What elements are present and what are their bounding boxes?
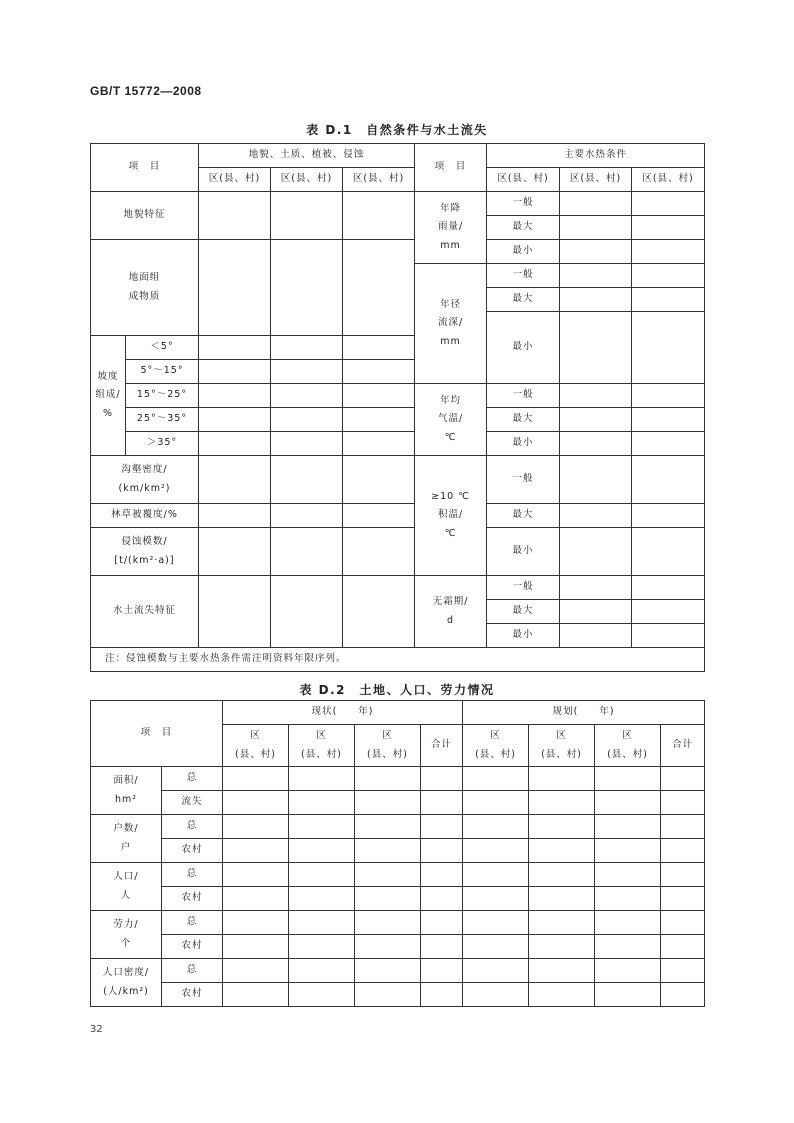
t1-level-max: 最大 xyxy=(487,216,560,240)
t2-cell xyxy=(289,791,355,815)
t2-cell xyxy=(529,863,595,887)
t2-cell xyxy=(355,767,421,791)
t1-cell xyxy=(199,192,271,240)
t2-cell xyxy=(355,887,421,911)
t1-header-item-right: 项 目 xyxy=(415,144,487,192)
t2-cell xyxy=(595,791,661,815)
table2-land-population-labor xyxy=(90,700,705,1007)
t2-row-sublabel: 总 xyxy=(162,767,223,791)
t1-subcol: 区(县、村) xyxy=(487,168,560,192)
t2-cell xyxy=(355,815,421,839)
t2-cell xyxy=(661,983,705,1007)
t2-cell xyxy=(661,959,705,983)
t2-subcol: 区 (县、村) xyxy=(355,725,421,767)
t1-cell xyxy=(560,432,632,456)
t2-cell xyxy=(529,839,595,863)
t1-cell xyxy=(199,456,271,504)
t1-cell xyxy=(343,408,415,432)
t1-header-group-left: 地貌、土质、植被、侵蚀 xyxy=(199,144,415,168)
t2-subcol: 区 (县、村) xyxy=(529,725,595,767)
t2-subcol: 区 (县、村) xyxy=(223,725,289,767)
t2-row-sublabel: 农村 xyxy=(162,887,223,911)
t2-cell xyxy=(223,911,289,935)
t2-cell xyxy=(421,887,463,911)
t1-cell xyxy=(632,504,705,528)
t2-row xyxy=(91,839,705,863)
t2-cell xyxy=(661,791,705,815)
t2-cell xyxy=(223,767,289,791)
t1-level-min: 最小 xyxy=(487,432,560,456)
t2-cell xyxy=(223,959,289,983)
t1-level-max: 最大 xyxy=(487,504,560,528)
t1-cell xyxy=(271,360,343,384)
t2-cell xyxy=(289,887,355,911)
t1-cell xyxy=(343,336,415,360)
t2-cell xyxy=(661,887,705,911)
t2-cell xyxy=(463,935,529,959)
t1-header-item-left: 项 目 xyxy=(91,144,199,192)
t1-level-min: 最小 xyxy=(487,240,560,264)
t1-cell xyxy=(199,360,271,384)
t2-cell xyxy=(661,815,705,839)
t2-row-label: 劳力/ 个 xyxy=(91,911,162,959)
t2-cell xyxy=(463,791,529,815)
t2-cell xyxy=(421,983,463,1007)
t2-cell xyxy=(463,911,529,935)
t2-row-sublabel: 农村 xyxy=(162,983,223,1007)
t1-level-max: 最大 xyxy=(487,288,560,312)
t2-row xyxy=(91,767,705,791)
t1-cell xyxy=(560,504,632,528)
table1-natural-conditions xyxy=(90,143,705,672)
t2-cell xyxy=(529,767,595,791)
t2-row xyxy=(91,887,705,911)
t1-cell xyxy=(632,408,705,432)
t1-cell xyxy=(199,240,271,336)
t2-cell xyxy=(355,863,421,887)
t1-cell xyxy=(343,360,415,384)
t1-cell xyxy=(632,192,705,216)
t1-cell xyxy=(560,240,632,264)
t2-cell xyxy=(355,839,421,863)
t2-cell xyxy=(595,839,661,863)
t1-level-general: 一般 xyxy=(487,384,560,408)
t1-cell xyxy=(199,432,271,456)
t1-cell xyxy=(271,192,343,240)
t2-cell xyxy=(355,959,421,983)
t1-cell xyxy=(632,528,705,576)
t2-row-sublabel: 流失 xyxy=(162,791,223,815)
t1-row-landform: 地貌特征 xyxy=(91,192,199,240)
t2-cell xyxy=(463,839,529,863)
t2-cell xyxy=(289,959,355,983)
t1-cell xyxy=(199,384,271,408)
t1-row-avg-temp: 年均 气温/ ℃ xyxy=(415,384,487,456)
t2-cell xyxy=(223,815,289,839)
t2-cell xyxy=(421,911,463,935)
t1-slope-range: ＜5° xyxy=(126,336,199,360)
t1-cell xyxy=(271,384,343,408)
t2-cell xyxy=(595,959,661,983)
t1-cell xyxy=(271,408,343,432)
t1-row-gully-density: 沟壑密度/ (km/km²) xyxy=(91,456,199,504)
t1-slope-range: 5°～15° xyxy=(126,360,199,384)
t1-level-general: 一般 xyxy=(487,576,560,600)
t1-cell xyxy=(343,432,415,456)
t1-cell xyxy=(199,528,271,576)
t2-cell xyxy=(529,983,595,1007)
t2-cell xyxy=(661,767,705,791)
t1-cell xyxy=(560,576,632,600)
t2-row-sublabel: 总 xyxy=(162,863,223,887)
t2-row-label: 面积/ hm² xyxy=(91,767,162,815)
t1-header-group-right: 主要水热条件 xyxy=(487,144,705,168)
t2-cell xyxy=(661,911,705,935)
t2-cell xyxy=(463,887,529,911)
t2-cell xyxy=(595,911,661,935)
t2-row-label: 人口/ 人 xyxy=(91,863,162,911)
t1-level-max: 最大 xyxy=(487,600,560,624)
table2-title: 表 D.2 土地、人口、劳力情况 xyxy=(299,683,495,697)
t1-note: 注：侵蚀模数与主要水热条件需注明资料年限序列。 xyxy=(91,648,705,672)
t1-cell xyxy=(343,192,415,240)
t1-cell xyxy=(560,624,632,648)
t1-cell xyxy=(271,576,343,648)
t1-subcol: 区(县、村) xyxy=(560,168,632,192)
t2-cell xyxy=(355,911,421,935)
t2-cell xyxy=(661,863,705,887)
t1-cell xyxy=(343,456,415,504)
t1-cell xyxy=(199,336,271,360)
t1-row-forest-cover: 林草被覆度/% xyxy=(91,504,199,528)
t1-cell xyxy=(560,600,632,624)
t1-cell xyxy=(632,624,705,648)
t2-cell xyxy=(223,935,289,959)
t1-level-min: 最小 xyxy=(487,312,560,384)
t1-row-accum-temp: ≥10 ℃ 积温/ ℃ xyxy=(415,456,487,576)
t1-cell xyxy=(560,408,632,432)
t2-cell xyxy=(463,815,529,839)
t1-level-min: 最小 xyxy=(487,624,560,648)
t2-cell xyxy=(529,959,595,983)
t2-cell xyxy=(223,791,289,815)
t1-level-max: 最大 xyxy=(487,408,560,432)
t2-cell xyxy=(223,983,289,1007)
t2-cell xyxy=(223,887,289,911)
t1-cell xyxy=(560,456,632,504)
t2-cell xyxy=(289,911,355,935)
t1-cell xyxy=(632,216,705,240)
t2-row xyxy=(91,791,705,815)
t2-cell xyxy=(595,887,661,911)
t2-total: 合计 xyxy=(661,725,705,767)
t1-cell xyxy=(343,504,415,528)
t2-cell xyxy=(355,791,421,815)
t1-level-general: 一般 xyxy=(487,264,560,288)
t1-slope-range: 25°～35° xyxy=(126,408,199,432)
t2-subcol: 区 (县、村) xyxy=(595,725,661,767)
t2-cell xyxy=(529,815,595,839)
t2-cell xyxy=(661,935,705,959)
t1-subcol: 区(县、村) xyxy=(632,168,705,192)
t2-cell xyxy=(529,887,595,911)
t2-row-sublabel: 总 xyxy=(162,911,223,935)
t1-row-erosion-modulus: 侵蚀模数/ [t/(km²·a)] xyxy=(91,528,199,576)
t1-cell xyxy=(199,504,271,528)
t1-row-soil-loss: 水土流失特征 xyxy=(91,576,199,648)
page-number: 32 xyxy=(90,1024,103,1035)
t1-cell xyxy=(632,600,705,624)
t2-body xyxy=(91,767,705,1007)
t2-cell xyxy=(463,863,529,887)
t2-header-item: 项 目 xyxy=(91,701,223,767)
t1-cell xyxy=(632,264,705,288)
t1-subcol: 区(县、村) xyxy=(199,168,271,192)
t2-row-label: 户数/ 户 xyxy=(91,815,162,863)
t2-row xyxy=(91,863,705,887)
t2-cell xyxy=(595,863,661,887)
t2-cell xyxy=(421,791,463,815)
t1-cell xyxy=(560,288,632,312)
t2-subcol: 区 (县、村) xyxy=(289,725,355,767)
t1-row-ground-material: 地面组 成物质 xyxy=(91,240,199,336)
t1-cell xyxy=(343,240,415,336)
t1-cell xyxy=(560,528,632,576)
t1-cell xyxy=(632,240,705,264)
t2-cell xyxy=(223,839,289,863)
t1-subcol: 区(县、村) xyxy=(343,168,415,192)
t1-subcol: 区(县、村) xyxy=(271,168,343,192)
t2-total: 合计 xyxy=(421,725,463,767)
t2-cell xyxy=(421,839,463,863)
t2-cell xyxy=(355,935,421,959)
t2-row-sublabel: 农村 xyxy=(162,935,223,959)
t1-cell xyxy=(271,432,343,456)
t2-cell xyxy=(223,863,289,887)
t1-cell xyxy=(632,576,705,600)
t2-cell xyxy=(595,767,661,791)
t1-cell xyxy=(343,384,415,408)
t1-cell xyxy=(271,456,343,504)
t1-slope-range: 15°～25° xyxy=(126,384,199,408)
t2-cell xyxy=(421,863,463,887)
t2-cell xyxy=(421,767,463,791)
t2-cell xyxy=(595,983,661,1007)
t2-cell xyxy=(421,959,463,983)
t1-cell xyxy=(632,384,705,408)
t2-cell xyxy=(595,815,661,839)
t1-row-frost-free: 无霜期/ d xyxy=(415,576,487,648)
t2-cell xyxy=(421,935,463,959)
t1-cell xyxy=(271,336,343,360)
t1-cell xyxy=(199,408,271,432)
t2-cell xyxy=(355,983,421,1007)
t2-cell xyxy=(289,863,355,887)
t1-cell xyxy=(199,576,271,648)
t1-cell xyxy=(560,384,632,408)
t2-cell xyxy=(529,935,595,959)
t1-level-general: 一般 xyxy=(487,192,560,216)
t1-level-general: 一般 xyxy=(487,456,560,504)
t1-slope-range: ＞35° xyxy=(126,432,199,456)
t2-cell xyxy=(421,815,463,839)
t2-row-sublabel: 总 xyxy=(162,815,223,839)
t2-row-sublabel: 农村 xyxy=(162,839,223,863)
t2-row xyxy=(91,935,705,959)
standard-code: GB/T 15772—2008 xyxy=(90,84,202,98)
t1-cell xyxy=(271,240,343,336)
t2-cell xyxy=(529,911,595,935)
t2-row xyxy=(91,911,705,935)
t2-cell xyxy=(529,791,595,815)
t2-cell xyxy=(595,935,661,959)
t2-cell xyxy=(463,983,529,1007)
t2-cell xyxy=(463,959,529,983)
t2-subcol: 区 (县、村) xyxy=(463,725,529,767)
t1-cell xyxy=(560,312,632,384)
t1-row-precipitation: 年降 雨量/ mm xyxy=(415,192,487,264)
t2-row-sublabel: 总 xyxy=(162,959,223,983)
t1-cell xyxy=(632,288,705,312)
t2-cell xyxy=(289,839,355,863)
table1-title: 表 D.1 自然条件与水土流失 xyxy=(306,123,488,137)
t1-cell xyxy=(271,504,343,528)
t1-cell xyxy=(632,312,705,384)
t2-cell xyxy=(463,767,529,791)
t2-header-current: 现状( 年) xyxy=(223,701,463,725)
t1-row-slope-group: 坡度 组成/ % xyxy=(91,336,126,456)
t1-cell xyxy=(632,456,705,504)
t1-cell xyxy=(560,264,632,288)
t1-cell xyxy=(560,192,632,216)
t1-cell xyxy=(560,216,632,240)
t1-cell xyxy=(632,432,705,456)
t1-cell xyxy=(343,576,415,648)
t2-row xyxy=(91,815,705,839)
t2-row xyxy=(91,983,705,1007)
t2-cell xyxy=(661,839,705,863)
t2-row xyxy=(91,959,705,983)
t1-level-min: 最小 xyxy=(487,528,560,576)
t2-cell xyxy=(289,935,355,959)
t2-cell xyxy=(289,767,355,791)
t1-row-runoff-depth: 年径 流深/ mm xyxy=(415,264,487,384)
t2-row-label: 人口密度/ (人/km²) xyxy=(91,959,162,1007)
t2-cell xyxy=(289,815,355,839)
t2-header-planned: 规划( 年) xyxy=(463,701,705,725)
t1-cell xyxy=(271,528,343,576)
t2-cell xyxy=(289,983,355,1007)
t1-cell xyxy=(343,528,415,576)
